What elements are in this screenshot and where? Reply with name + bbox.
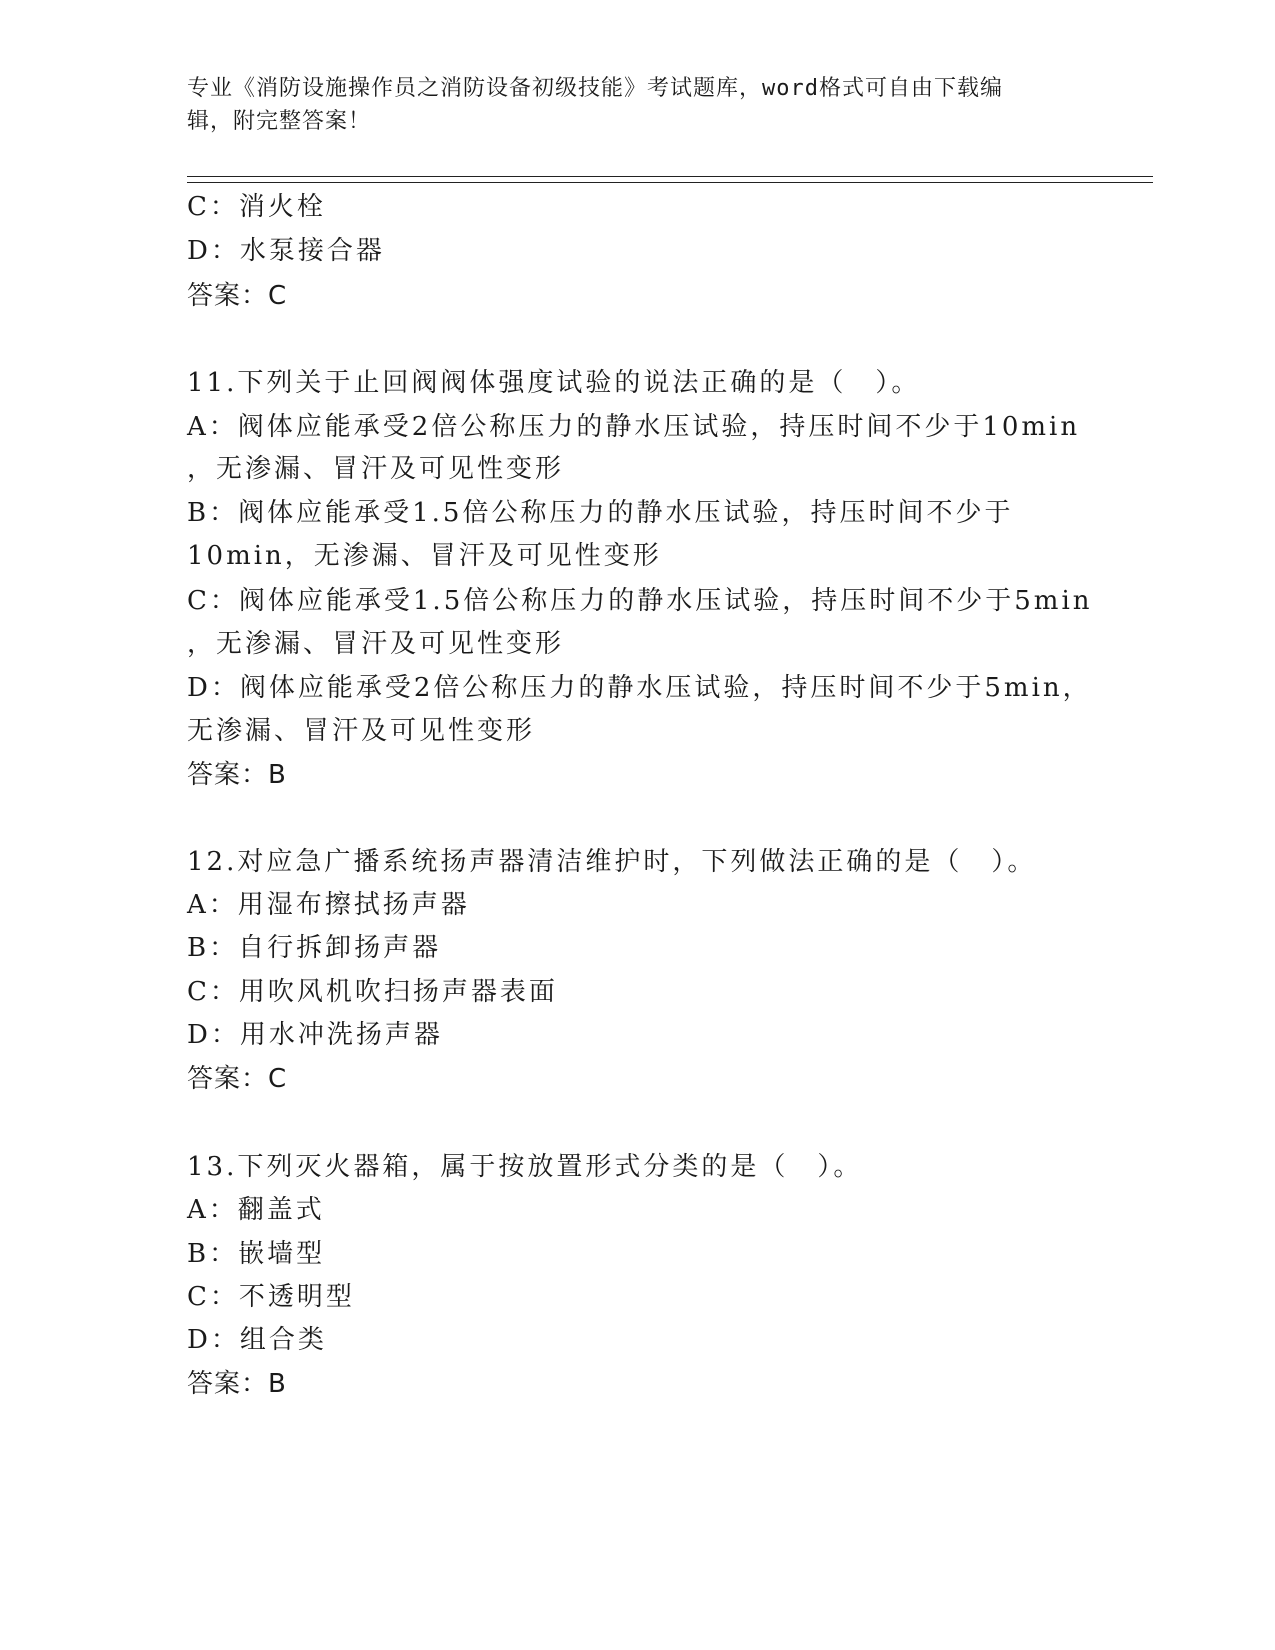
q13-stem: 13.下列灭火器箱，属于按放置形式分类的是（ ）。 bbox=[187, 1152, 863, 1182]
q11-option-d-line1: D：阀体应能承受2倍公称压力的静水压试验，持压时间不少于5min， bbox=[187, 673, 1092, 703]
q12-option-a: A：用湿布擦拭扬声器 bbox=[187, 890, 470, 920]
q12-option-c: C：用吹风机吹扫扬声器表面 bbox=[187, 977, 558, 1007]
q11-option-c-line1: C：阀体应能承受1.5倍公称压力的静水压试验，持压时间不少于5min bbox=[187, 586, 1093, 616]
q11-answer: 答案：B bbox=[187, 760, 287, 790]
prev-answer: 答案：C bbox=[187, 281, 288, 311]
q12-option-d: D：用水冲洗扬声器 bbox=[187, 1020, 443, 1050]
prev-option-c: C：消火栓 bbox=[187, 192, 326, 222]
header-divider-top bbox=[187, 176, 1153, 177]
q11-option-c-line2: ，无渗漏、冒汗及可见性变形 bbox=[187, 629, 565, 659]
q11-stem: 11.下列关于止回阀阀体强度试验的说法正确的是（ ）。 bbox=[187, 368, 921, 398]
q12-answer: 答案：C bbox=[187, 1064, 288, 1094]
header-divider-bottom bbox=[187, 182, 1153, 183]
header-line-2: 辑，附完整答案！ bbox=[187, 109, 372, 134]
q12-stem: 12.对应急广播系统扬声器清洁维护时，下列做法正确的是（ ）。 bbox=[187, 847, 1037, 877]
q11-option-a-line2: ，无渗漏、冒汗及可见性变形 bbox=[187, 454, 565, 484]
prev-option-d: D：水泵接合器 bbox=[187, 236, 385, 266]
q13-option-c: C：不透明型 bbox=[187, 1282, 355, 1312]
q11-option-a-line1: A：阀体应能承受2倍公称压力的静水压试验，持压时间不少于10min bbox=[187, 412, 1081, 442]
document-header bbox=[187, 72, 1067, 138]
header-line-1: 专业《消防设施操作员之消防设备初级技能》考试题库，word格式可自由下载编 bbox=[187, 76, 1003, 101]
q13-option-a: A：翻盖式 bbox=[187, 1195, 325, 1225]
q13-option-d: D：组合类 bbox=[187, 1325, 327, 1355]
q11-option-d-line2: 无渗漏、冒汗及可见性变形 bbox=[187, 716, 536, 746]
q13-answer: 答案：B bbox=[187, 1369, 287, 1399]
q11-option-b-line1: B：阀体应能承受1.5倍公称压力的静水压试验，持压时间不少于 bbox=[187, 498, 1014, 528]
q12-option-b: B：自行拆卸扬声器 bbox=[187, 933, 442, 963]
q11-option-b-line2: 10min，无渗漏、冒汗及可见性变形 bbox=[187, 541, 662, 571]
q13-option-b: B：嵌墙型 bbox=[187, 1239, 326, 1269]
